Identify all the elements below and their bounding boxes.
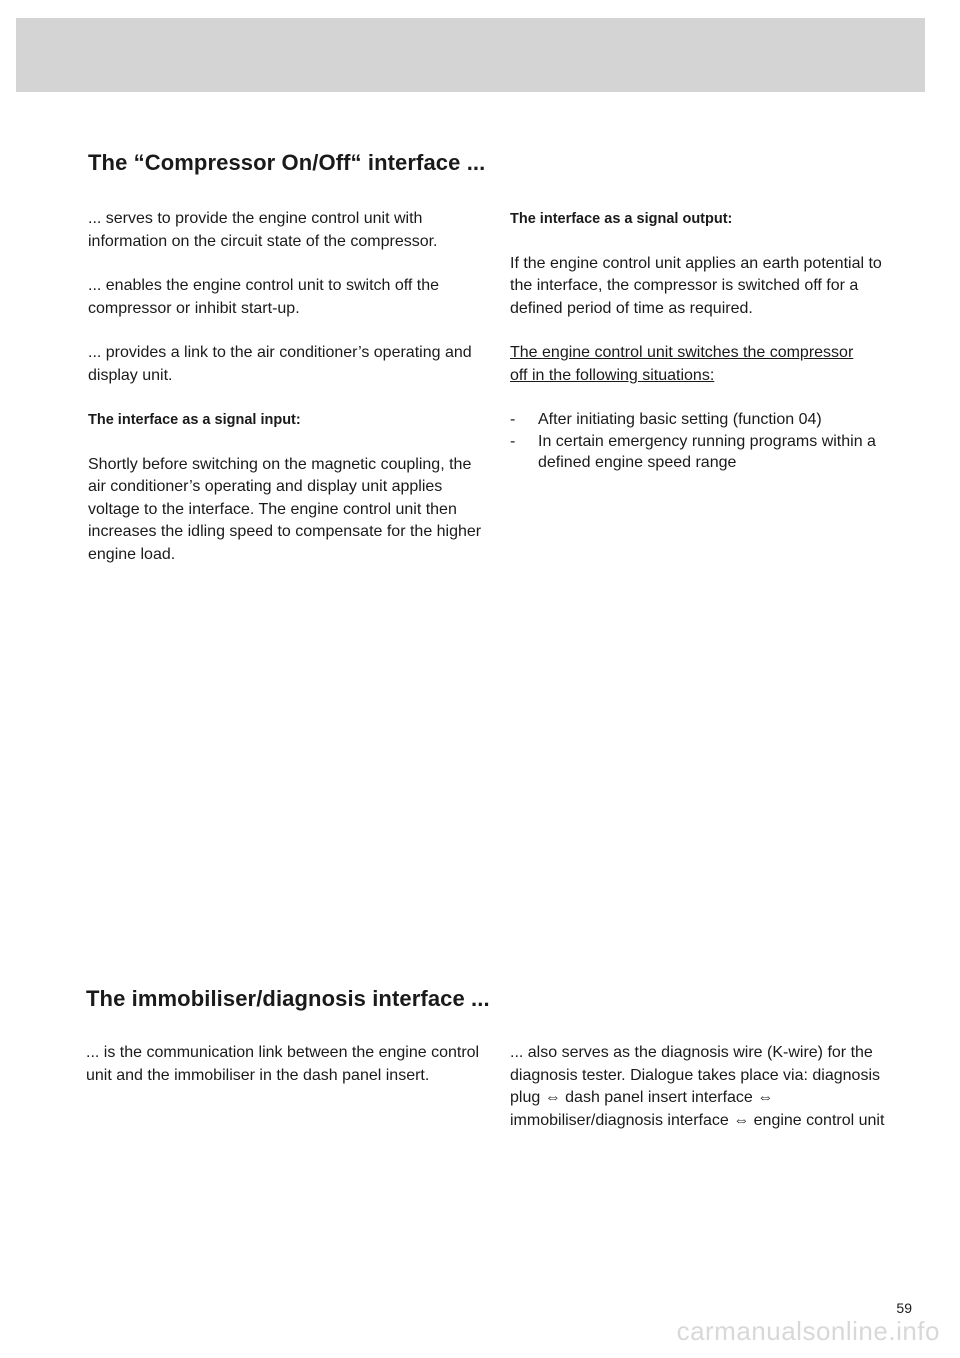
list-item: - After initiating basic setting (function 04) bbox=[510, 409, 890, 431]
signal-input-text: Shortly before switching on the magnetic coupling, the air conditioner’s operating and display unit applies voltage to the interface. The engine control unit then increases the idling speed to compensate for the higher engine load. bbox=[88, 455, 482, 563]
situations-list bbox=[510, 409, 890, 474]
signal-output-heading: The interface as a signal output: bbox=[510, 211, 733, 227]
watermark: carmanualsonline.info bbox=[676, 1316, 940, 1346]
compressor-right-column bbox=[510, 208, 890, 474]
signal-output-text: If the engine control unit applies an earth potential to the interface, the compressor is switched off for a defined period of time as required. bbox=[510, 254, 882, 317]
immobiliser-right-text: ... also serves as the diagnosis wire (K-wire) for the diagnosis tester. Dialogue takes place via: diagnosis plug ⇔ dash panel insert interface ⇔ immobiliser/diagnosis interface ⇔ engine control unit bbox=[510, 1044, 885, 1129]
section-title-compressor: The “Compressor On/Off“ interface ... bbox=[88, 150, 486, 175]
immobiliser-left-text: ... is the communication link between the engine control unit and the immobiliser in the dash panel insert. bbox=[86, 1044, 480, 1084]
compressor-para-2: ... enables the engine control unit to switch off the compressor or inhibit start-up. bbox=[88, 277, 440, 317]
situations-heading: The engine control unit switches the compressor off in the following situations: bbox=[510, 344, 854, 384]
signal-input-heading: The interface as a signal input: bbox=[88, 412, 301, 428]
section-title-immobiliser: The immobiliser/diagnosis interface ... bbox=[86, 986, 490, 1011]
compressor-para-3: ... provides a link to the air conditioner’s operating and display unit. bbox=[88, 344, 472, 384]
page-number: 59 bbox=[896, 1300, 912, 1316]
compressor-left-column bbox=[88, 208, 483, 588]
list-item: - In certain emergency running programs within a defined engine speed range bbox=[510, 431, 890, 474]
compressor-para-1: ... serves to provide the engine control unit with information on the circuit state of the compressor. bbox=[88, 210, 438, 250]
immobiliser-right-column bbox=[510, 1042, 905, 1154]
immobiliser-left-column bbox=[86, 1042, 481, 1109]
header-band bbox=[16, 18, 925, 92]
